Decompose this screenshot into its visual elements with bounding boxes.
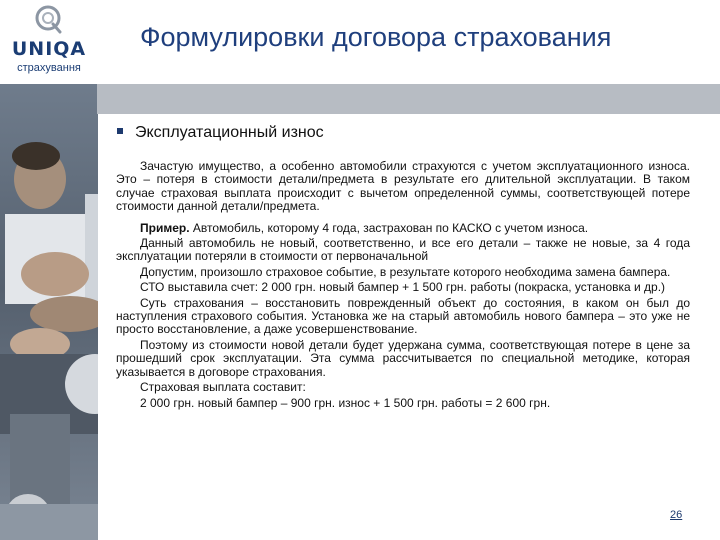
uniqa-q-icon: [33, 4, 63, 34]
company-logo: [0, 0, 100, 84]
example-lead-text: Автомобиль, которому 4 года, застрахован по КАСКО с учетом износа.: [192, 220, 589, 235]
payout-formula: 2 000 грн. новый бампер – 900 грн. износ + 1 500 грн. работы = 2 600 грн.: [140, 395, 551, 410]
example-paragraph: Поэтому из стоимости новой детали будет удержана сумма, соответствующая потере в цене за прошедший срок эксплуатации. Эта сумма рассчитывается по специальной методике, которая указывается в договоре страхования.: [116, 337, 690, 379]
example-lead: [116, 222, 690, 235]
square-bullet-icon: [117, 128, 123, 134]
page-number: 26: [670, 509, 683, 521]
logo-brand: UNIQA: [11, 38, 87, 60]
slide-title: Формулировки договора страхования: [140, 22, 612, 52]
intro-paragraph: Зачастую имущество, а особенно автомобили страхуются с учетом эксплуатационного износа. Это – потеря в стоимости детали/предмета в результате его длительной эксплуатации. В таком случае страховая выплата происходит с вычетом определенной суммы, соответствующей потере стоимости данной детали/предмета.: [116, 159, 690, 214]
logo-subtitle: страхування: [17, 62, 81, 74]
section-heading-text: Эксплуатационный износ: [135, 124, 324, 141]
header-band: [97, 84, 720, 114]
slide-body: [116, 160, 690, 412]
example-paragraph: Допустим, произошло страховое событие, в результате которого необходима замена бампера.: [140, 264, 671, 279]
example-paragraph: Суть страхования – восстановить поврежденный объект до состояния, в каком он был до наступления страхового события. Установка же на старый автомобиль нового бампера – это уже не просто восстановление, а даже усовершенствование.: [116, 295, 690, 337]
example-paragraph: Страховая выплата составит:: [140, 380, 306, 395]
example-paragraph: СТО выставила счет: 2 000 грн. новый бампер + 1 500 грн. работы (покраска, установка и др.): [140, 280, 666, 295]
example-paragraph: Данный автомобиль не новый, соответственно, и все его детали – также не новые, за 4 года эксплуатации потеряли в стоимости от первоначальной: [116, 236, 690, 264]
section-heading: [117, 124, 324, 142]
example-label: Пример.: [140, 220, 190, 235]
